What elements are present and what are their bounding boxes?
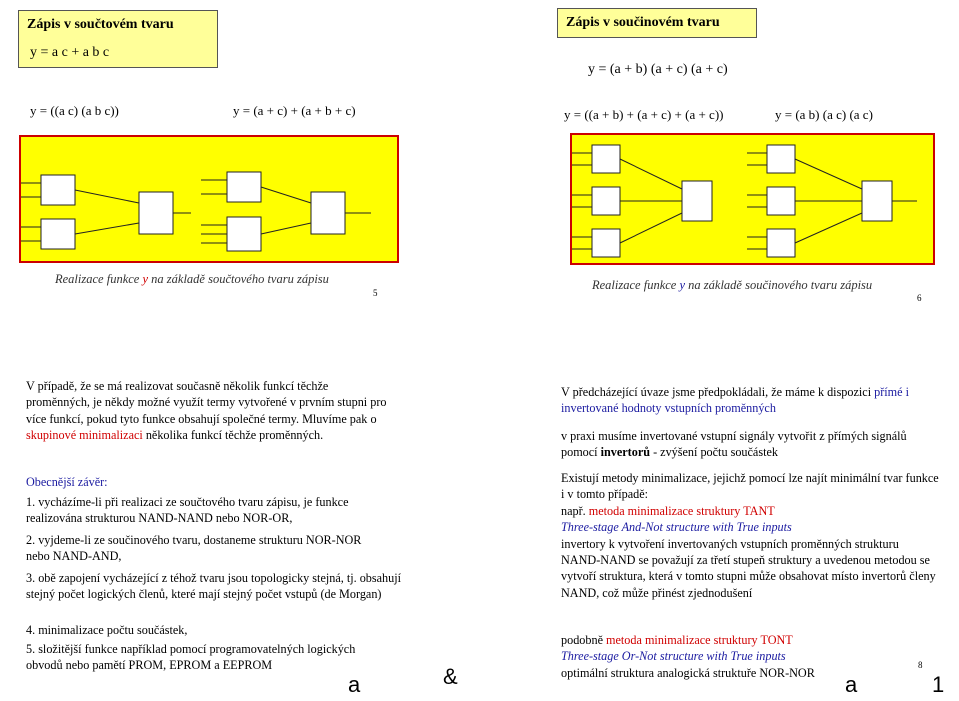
slide-6-title: Zápis v součinovém tvaru [557,8,757,38]
slide-8-paragraph-1 [561,384,931,417]
slide-7-intro-tail: několika funkcí těchže proměnných. [142,428,324,443]
slide-5 [0,0,410,310]
slide-7-intro-text: V případě, že se má realizovat současně několik funkcí těchže proměnných, je někdy možné využít termy vytvořené v prvním stupni pro více funkcí, pokud tyto funkce obsahují společné termy. Mluvíme pak o [26,379,387,426]
slide-7-item-4: 4. minimalizace počtu součástek, [26,623,188,637]
slide-7-item-3: 3. obě zapojení vycházející z téhož tvaru jsou topologicky stejná, tj. obsahují stejný počet logických členů, které mají stejný počet vstupů (de Morgan) [26,571,401,602]
footer-symbol-a-left: a [348,672,361,697]
footer-symbol-a-right: a [845,672,858,697]
footer-symbol-one: 1 [932,672,945,697]
slide-6-caption [592,278,872,293]
slide-8 [540,370,959,690]
slide-8-p4-method [561,632,891,648]
slide-7-intro [26,378,391,444]
slide-8-p1-highlight: přímé i invertované hodnoty vstupních proměnných [561,385,910,416]
slide-8-p1-text: V předcházející úvaze jsme předpokládali, že máme k dispozici [561,385,875,399]
slide-5-formula-left: y = ((a c) (a b c)) [30,103,119,118]
slide-6-circuit-panel [570,133,935,265]
slide-5-formula-right: y = (a + c) + (a + b + c) [233,103,356,118]
slide-5-caption [55,272,329,287]
slide-8-paragraph-4 [561,632,891,681]
slide-5-formula-main: y = a c + a b c [30,45,110,60]
slide-6-circuit-diagram [572,135,933,263]
slide-7-item-2: 2. vyjdeme-li ze součinového tvaru, dostaneme strukturu NOR-NOR nebo NAND-AND, [26,533,362,564]
slide-6 [540,0,959,310]
slide-8-page-number: 8 [918,660,923,670]
slide-6-formula-right: y = (a b) (a c) (a c) [775,107,873,122]
slide-8-paragraph-3 [561,470,941,601]
slide-6-caption-var: y [679,278,686,292]
slide-5-caption-post: na základě součtového tvaru zápisu [148,272,329,286]
slide-8-p3-italic: Three-stage And-Not structure with True inputs [561,520,792,535]
slide-8-p4-pre: podobně [561,633,607,647]
slide-8-p3-rest: invertory k vytvoření invertovaných vstupních proměnných strukturu NAND-NAND se považují za třetí stupeň struktury a uvedenou metodou se vytvoří struktura, která v tomto stupni může obsahovat místo invertorů členy NAND, což může přinést zjednodušení [561,536,936,600]
footer-symbol-ampersand: & [443,664,458,689]
slide-6-page-number: 6 [917,293,922,303]
slide-5-circuit-panel [19,135,399,263]
slide-6-caption-post: na základě součinového tvaru zápisu [685,278,873,292]
slide-5-page-number: 5 [373,288,378,298]
slide-7-item-5: 5. složitější funkce například pomocí programovatelných logických obvodů nebo pamětí PROM, EPROM a EEPROM [26,642,356,673]
slide-8-p4-rest: optimální struktura analogická struktuře NOR-NOR [561,665,815,680]
slide-8-p3-red: metoda minimalizace struktury TANT [588,503,775,518]
slide-8-p2-text: v praxi musíme invertované vstupní signály vytvořit z přímých signálů pomocí [561,429,907,460]
slide-8-p4-italic: Three-stage Or-Not structure with True inputs [561,649,786,664]
slide-5-title: Zápis v součtovém tvaru [18,10,218,68]
slide-6-caption-pre: Realizace funkce [592,278,680,292]
slide-7 [0,370,410,673]
slide-6-formula-main: y = (a + b) (a + c) (a + c) [588,62,728,77]
slide-8-p2-bold: invertorů [600,445,651,460]
slide-8-p3-method [561,503,941,519]
slide-7-intro-highlight: skupinové minimalizaci [26,428,143,443]
slide-8-p3-pre: např. [561,503,589,518]
slide-5-caption-var: y [142,272,149,286]
slide-8-p2-tail: - zvýšení počtu součástek [650,445,778,460]
slide-7-item-1: 1. vycházíme-li při realizaci ze součtového tvaru zápisu, je funkce realizována strukturou NAND-NAND nebo NOR-OR, [26,495,349,526]
slide-6-formula-left: y = ((a + b) + (a + c) + (a + c)) [564,107,724,122]
slide-8-p3-text: Existují metody minimalizace, jejichž pomocí lze najít minimální tvar funkce i v tomto případě: [561,471,939,502]
slide-8-p4-red: metoda minimalizace struktury TONT [606,633,793,647]
slide-5-caption-pre: Realizace funkce [55,272,143,286]
slide-5-circuit-diagram [21,137,397,261]
slide-8-paragraph-2 [561,428,931,461]
slide-7-heading: Obecnější závěr: [26,475,108,489]
